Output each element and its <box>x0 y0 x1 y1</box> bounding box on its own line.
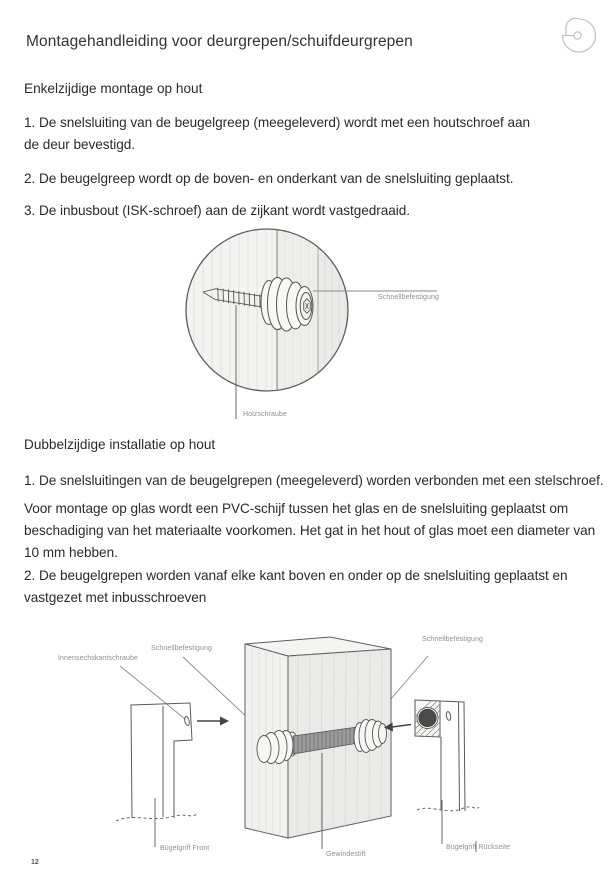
brand-logo-icon <box>554 8 602 62</box>
handle-back-drawing <box>390 698 479 852</box>
section-heading-double-sided: Dubbelzijdige installatie op hout <box>24 437 216 452</box>
figure-label-fastener-right: Schnellbefestigung <box>422 636 483 643</box>
note-text-line: beschadiging van het materiaalte voorkomen. Het gat in het hout of glas moet een diameter van <box>24 523 596 538</box>
figure-label-handle-back: Bügelgriff Rückseite <box>446 844 511 851</box>
page-title: Montagehandleiding voor deurgrepen/schuifdeurgrepen <box>26 33 413 50</box>
hex-screw-hole <box>446 711 452 720</box>
hex-screw-hole <box>184 716 190 726</box>
figure-label-fastener: Schnellbefestigung <box>378 294 439 301</box>
figure-single-sided-drawing <box>140 222 470 422</box>
figure-label-hex-socket-screw: Innensechskantschraube <box>58 655 139 662</box>
note-text-line: 10 mm hebben. <box>24 545 118 560</box>
figure-double-sided-drawing <box>40 632 580 862</box>
step-1-double: 1. De snelsluitingen van de beugelgrepen (meegeleverd) worden verbonden met een stelschroef. <box>24 473 604 488</box>
torn-edge-dashes <box>116 814 197 821</box>
step-2-single: 2. De beugelgreep wordt op de boven- en onderkant van de snelsluiting geplaatst. <box>24 171 514 186</box>
step-text-line: de deur bevestigd. <box>24 137 135 152</box>
step-text-line: vastgezet met inbusschroeven <box>24 590 207 605</box>
step-2-double <box>24 565 568 609</box>
page-number: 12 <box>31 859 39 866</box>
figure-label-fastener-left: Schnellbefestigung <box>151 645 212 652</box>
step-3-single: 3. De inbusbout (ISK-schroef) aan de zijkant wordt vastgedraaid. <box>24 203 410 218</box>
section-heading-single-sided: Enkelzijdige montage op hout <box>24 81 203 96</box>
step-text-line: 1. De snelsluiting van de beugelgreep (meegeleverd) wordt met een houtschroef aan <box>24 115 531 130</box>
handle-front-drawing <box>116 703 197 847</box>
step-text-line: 2. De beugelgrepen worden vanaf elke kant boven en onder op de snelsluiting geplaatst en <box>24 568 568 583</box>
torn-edge-dashes <box>417 807 479 811</box>
figure-label-handle-front: Bügelgriff Front <box>160 845 210 852</box>
glass-mounting-note <box>24 498 595 564</box>
figure-label-wood-screw: Holzschraube <box>243 411 287 418</box>
figure-label-threaded-pin: Gewindestift <box>326 851 366 858</box>
fastener-socket-hole <box>419 709 437 727</box>
note-text-line: Voor montage op glas wordt een PVC-schijf tussen het glas en de snelsluiting geplaatst om <box>24 501 569 516</box>
arrow-right-icon <box>197 717 229 726</box>
step-1-single <box>24 112 530 156</box>
